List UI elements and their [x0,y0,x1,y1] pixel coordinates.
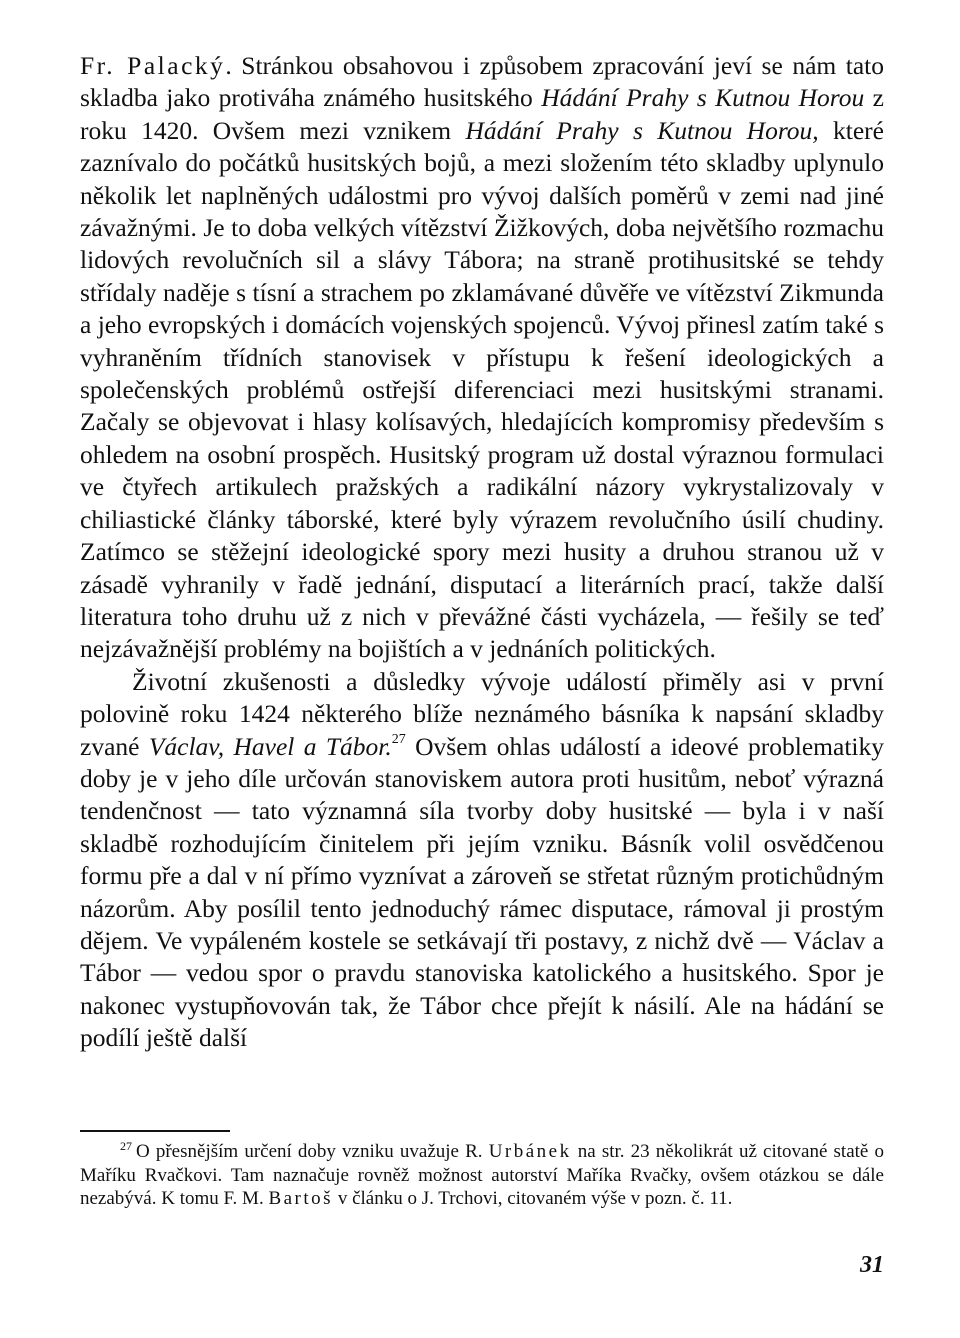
text-run: z roku 1420. Ovšem mezi vznikem [80,83,884,145]
text-run: v článku o J. Trchovi, citovaném výše v pozn. č. 11. [333,1188,733,1209]
paragraph-2 [80,666,884,1055]
footnote-number: 27 [120,1138,132,1153]
work-title: Hádání Prahy s Kutnou Horou, [465,115,819,145]
footnotes [80,1140,884,1211]
footnote-divider [80,1130,230,1132]
paragraph-1 [80,50,884,666]
author-name: Urbánek [488,1141,572,1162]
page-number: 31 [860,1252,884,1278]
text-run: O přesnějším určení doby vzniku uvažuje R. [136,1141,489,1162]
work-title: Hádání Prahy s Kutnou Horou [541,83,865,113]
footnote-27 [80,1140,884,1211]
text-run: . Stránkou obsahovou i způsobem zpracování jeví se nám tato skladba jako protiváha známého husitského [80,51,884,113]
text-run: na str. 23 několikrát už citované statě o Maříku Rvačkovi. Tam naznačuje rovněž možnost autorství Maříka Rvačky, ovšem otázkou se dále nezabývá. K tomu F. M. [80,1141,884,1209]
text-run: Životní zkušenosti a důsledky vývoje událostí přiměly asi v první polovině roku 1424 některého blíže neznámého básníka k napsání skladby zvané [80,666,884,761]
work-title: Václav, Havel a Tábor. [148,731,392,761]
footnote-reference[interactable]: 27 [391,732,406,748]
text-run: které zaznívalo do počátků husitských bojů, a mezi složením této skladby uplynulo několik let naplněných událostmi pro vývoj dalších poměrů v zemi nad jiné závažnými. Je to doba velkých vítězství Žižkových, doba největšího rozmachu lidových revolučních sil a slávy Tábora; na straně protihusitské se tehdy střídaly naděje s tísní a strachem po zklamávané důvěře ve vítězství Zikmunda a jeho evropských i domácích vojenských spojenců. Vývoj přinesl zatím také s vyhraněním třídních stanovisek v přístupu k řešení ideologických a společenských problémů ostřejší diferenciaci mezi husitskými stranami. Začaly se objevovat i hlasy kolísavých, hledajících kompromisy především s ohledem na osobní prospěch. Husitský program už dostal výraznou formulaci ve čtyřech artikulech pražských a radikální názory vykrystalizovaly v chiliastické články táborské, které byly výrazem revolučního úsilí chudiny. Zatímco se stěžejní ideologické spory mezi husity a druhou stranou už v zásadě vyhranily v řadě jednání, disputací a literárních prací, takže další literatura toho druhu už z nich v převážné části vycházela, — řešily se teď nejzávažnější problémy na bojištích a v jednáních politických. [80,115,884,664]
author-name: Bartoš [268,1188,334,1209]
text-run: Ovšem ohlas událostí a ideové problematiky doby je v jeho díle určován stanoviskem autora proti husitům, neboť výrazná tendenčnost — tato významná síla tvorby doby husitské — byla i v naší skladbě rozhodujícím činitelem při jejím vzniku. Básník volil osvědčenou formu pře a dal v ní přímo vyznívat a zároveň se střetat různým protichůdným názorům. Aby posílil tento jednoduchý rámec disputace, rámoval ji prostým dějem. Ve vypáleném kostele se setkávají tři postavy, z nichž dvě — Václav a Tábor — vedou spor o pravdu stanoviska katolického a husitského. Spor je nakonec vystupňovován tak, že Tábor chce přejít k násilí. Ale na hádání se podílí ještě další [80,731,884,1053]
book-page [80,50,884,1278]
author-name: Fr. Palacký [80,51,226,80]
main-text [80,50,884,1055]
